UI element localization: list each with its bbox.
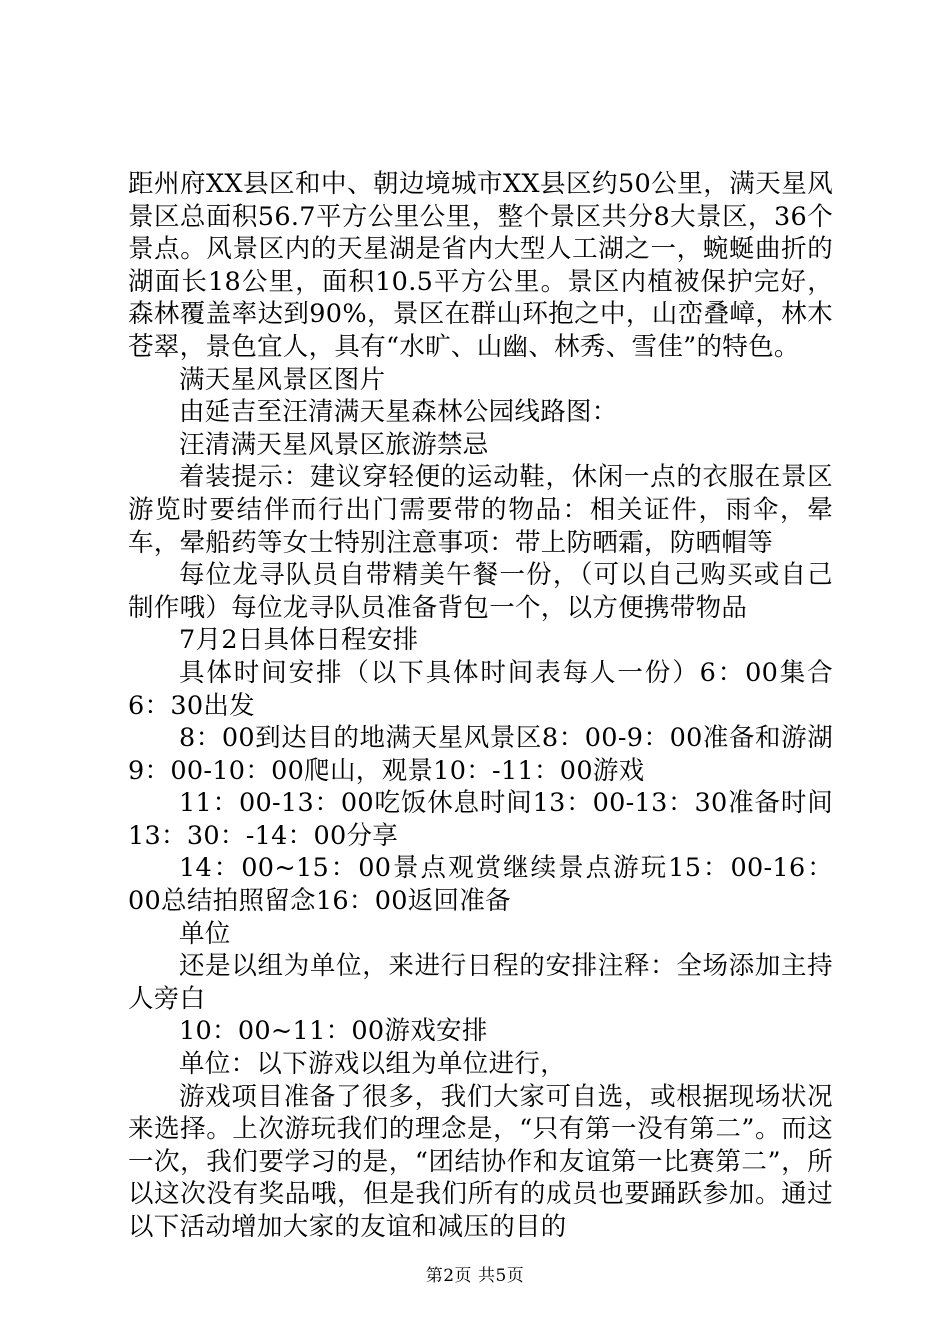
paragraph-route-map: 由延吉至汪清满天星森林公园线路图： [179, 397, 618, 428]
paragraph-unit: 单位 [179, 918, 231, 949]
document-body [128, 168, 833, 1244]
paragraph-schedule-afternoon: 14：00~15：00景点观赏继续景点游玩15：00-16：00总结拍照留念16：00返回准备 [128, 853, 833, 917]
paragraph-game-description: 游戏项目准备了很多，我们大家可自选，或根据现场状况来选择。上次游玩我们的理念是，“只有第一没有第二”。而这一次，我们要学习的是，“团结协作和友谊第一比赛第二”，所以这次没有奖品哦，但是我们所有的成员也要踊跃参加。通过以下活动增加大家的友谊和减压的目的 [128, 1081, 833, 1242]
paragraph-schedule-morning: 8：00到达目的地满天星风景区8：00-9：00准备和游湖9：00-10：00爬山，观景10：-11：00游戏 [128, 723, 833, 786]
paragraph-lunch-backpack: 每位龙寻队员自带精美午餐一份，（可以自己购买或自己制作哦）每位龙寻队员准备背包一个，以方便携带物品 [128, 560, 833, 623]
paragraph-scenic-area-intro: 距州府XX县区和中、朝边境城市XX县区约50公里，满天星风景区总面积56.7平方公里公里，整个景区共分8大景区，36个景点。风景区内的天星湖是省内大型人工湖之一，蜿蜒曲折的湖面长18公里，面积10.5平方公里。景区内植被保护完好，森林覆盖率达到90%，景区在群山环抱之中，山峦叠嶂，林木苍翠，景色宜人，具有“水旷、山幽、林秀、雪佳”的特色。 [128, 169, 833, 362]
paragraph-game-unit: 单位：以下游戏以组为单位进行， [179, 1049, 567, 1080]
paragraph-schedule-heading: 7月2日具体日程安排 [179, 625, 419, 656]
paragraph-game-time: 10：00~11：00游戏安排 [179, 1016, 488, 1047]
paragraph-travel-taboos: 汪清满天星风景区旅游禁忌 [179, 429, 489, 460]
paragraph-schedule-noon: 11：00-13：00吃饭休息时间13：00-13：30准备时间13：30：-14：00分享 [128, 788, 833, 851]
paragraph-scenic-pictures: 满天星风景区图片 [179, 364, 386, 395]
paragraph-dress-tips: 着装提示：建议穿轻便的运动鞋，休闲一点的衣服在景区游览时要结伴而行出门需要带的物品：相关证件，雨伞，晕车，晕船药等女士特别注意事项：带上防晒霜，防晒帽等 [128, 462, 833, 558]
page-number-footer: 第2页 共5页 [425, 1266, 525, 1286]
paragraph-group-arrangement: 还是以组为单位，来进行日程的安排注释：全场添加主持人旁白 [128, 951, 833, 1014]
paragraph-schedule-assembly: 具体时间安排（以下具体时间表每人一份）6：00集合6：30出发 [128, 657, 833, 721]
